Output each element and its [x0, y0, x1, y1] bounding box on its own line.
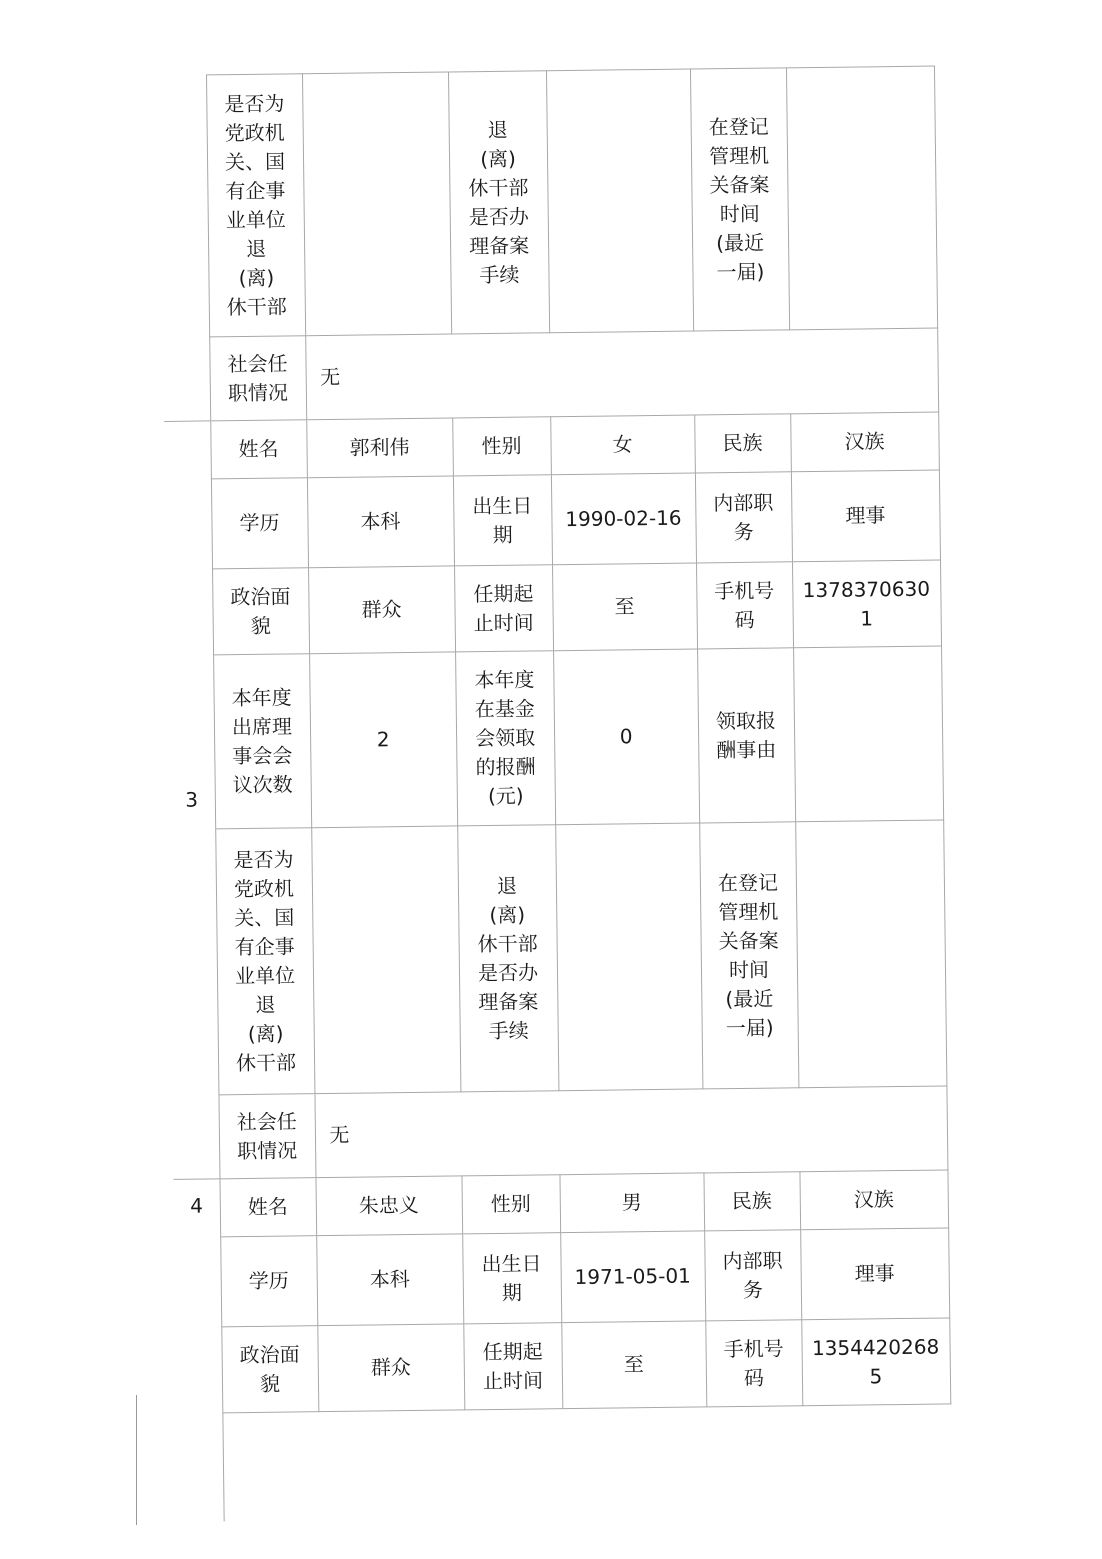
- retired-cadre-value: [311, 826, 460, 1094]
- social-positions-value: 无: [305, 328, 938, 420]
- ethnicity-label: 民族: [694, 414, 791, 473]
- table-row: [167, 646, 943, 829]
- empty-cell: [706, 1406, 803, 1515]
- social-positions-label: 社会任 职情况: [209, 336, 306, 421]
- education-label: 学历: [211, 478, 308, 569]
- person-index: 3: [164, 421, 219, 1180]
- board-member-table-sheet: [160, 66, 952, 1522]
- ethnicity-value: 汉族: [799, 1170, 948, 1230]
- meetings-label: 本年度 出席理 事会会 议次数: [213, 654, 311, 829]
- birth-date-label: 出生日 期: [453, 475, 552, 566]
- political-status-label: 政治面 貌: [221, 1326, 318, 1413]
- birth-date-value: 1971-05-01: [560, 1231, 705, 1323]
- retired-filing-value: [555, 823, 702, 1091]
- table-row: [172, 1086, 947, 1179]
- table-row: [165, 470, 940, 569]
- table-row: [175, 1318, 950, 1413]
- gender-value: 男: [559, 1173, 704, 1233]
- remuneration-reason-value: [793, 646, 943, 822]
- empty-cell: [802, 1404, 951, 1514]
- name-label: 姓名: [210, 420, 307, 479]
- term-value: 至: [561, 1321, 706, 1409]
- education-value: 本科: [316, 1234, 463, 1326]
- internal-position-label: 内部职 务: [695, 472, 792, 563]
- filing-time-value: [795, 820, 946, 1088]
- education-label: 学历: [220, 1236, 317, 1327]
- political-status-value: 群众: [308, 566, 455, 654]
- retired-cadre-label: 是否为 党政机 关、国 有企事 业单位 退 (离) 休干部: [215, 828, 314, 1095]
- retired-cadre-label: 是否为 党政机 关、国 有企事 业单位 退 (离) 休干部: [206, 74, 305, 337]
- phone-label: 手机号 码: [705, 1320, 802, 1407]
- remuneration-value: 0: [553, 649, 699, 825]
- table-row: [164, 412, 939, 479]
- internal-position-value: 理事: [791, 470, 940, 562]
- table-row: [160, 66, 937, 337]
- filing-time-value: [786, 66, 937, 330]
- row-index-cell: [160, 75, 210, 422]
- term-value: 至: [552, 563, 697, 651]
- name-label: 姓名: [219, 1178, 316, 1237]
- gender-label: 性别: [461, 1175, 560, 1234]
- empty-cell: [222, 1412, 319, 1521]
- remuneration-reason-label: 领取报 酬事由: [697, 648, 795, 823]
- term-label: 任期起 止时间: [454, 565, 553, 652]
- political-status-label: 政治面 貌: [212, 568, 309, 655]
- meetings-value: 2: [309, 652, 457, 828]
- table-row: [174, 1228, 949, 1327]
- birth-date-label: 出生日 期: [462, 1233, 561, 1324]
- political-status-value: 群众: [317, 1324, 464, 1412]
- empty-cell: [318, 1410, 465, 1520]
- retired-filing-label: 退 (离) 休干部 是否办 理备案 手续: [457, 825, 558, 1092]
- table-row: [166, 560, 941, 655]
- internal-position-value: 理事: [800, 1228, 949, 1320]
- name-value: 朱忠义: [315, 1176, 462, 1236]
- empty-cell: [562, 1407, 707, 1517]
- name-value: 郭利伟: [306, 418, 453, 478]
- retired-filing-label: 退 (离) 休干部 是否办 理备案 手续: [448, 71, 549, 334]
- table-row: [163, 328, 938, 421]
- gender-label: 性别: [452, 417, 551, 476]
- term-label: 任期起 止时间: [463, 1323, 562, 1410]
- page-left-rule: [136, 1395, 137, 1525]
- education-value: 本科: [307, 476, 454, 568]
- board-member-table: [160, 66, 952, 1522]
- remuneration-label: 本年度 在基金 会领取 的报酬 (元): [455, 651, 555, 826]
- retired-filing-value: [546, 69, 693, 333]
- phone-value: 13544202685: [801, 1318, 950, 1406]
- social-positions-label: 社会任 职情况: [218, 1094, 315, 1179]
- empty-cell: [464, 1409, 563, 1518]
- phone-label: 手机号 码: [696, 562, 793, 649]
- ethnicity-label: 民族: [703, 1172, 800, 1231]
- table-row: [176, 1404, 951, 1521]
- table-row: [169, 820, 946, 1095]
- table-row: [173, 1170, 948, 1237]
- person-index: 4: [173, 1179, 223, 1522]
- gender-value: 女: [550, 415, 695, 475]
- retired-cadre-value: [302, 72, 451, 336]
- birth-date-value: 1990-02-16: [551, 473, 696, 565]
- ethnicity-value: 汉族: [790, 412, 939, 472]
- social-positions-value: 无: [314, 1086, 947, 1178]
- filing-time-label: 在登记 管理机 关备案 时间 (最近 一届): [690, 68, 789, 331]
- internal-position-label: 内部职 务: [704, 1230, 801, 1321]
- phone-value: 13783706301: [792, 560, 941, 648]
- filing-time-label: 在登记 管理机 关备案 时间 (最近 一届): [699, 822, 798, 1089]
